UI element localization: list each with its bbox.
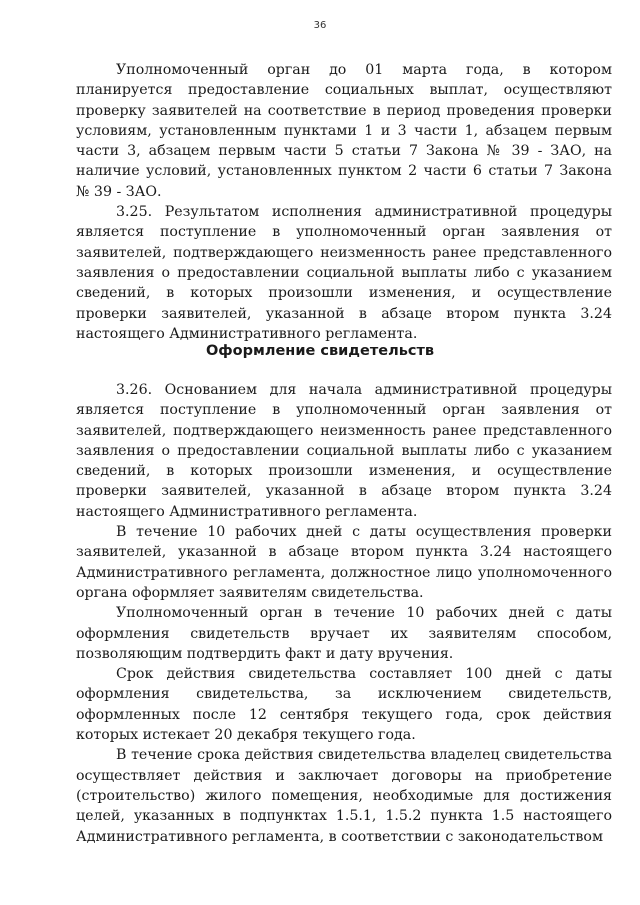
paragraph: Срок действия свидетельства составляет 100 дней с даты оформления свидетельства, за исключением свидетельств, оформленных после 12 сентября текущего года, срок действия которых истекает 20 декабря текущего года.	[76, 666, 612, 744]
paragraph: 3.25. Результатом исполнения административной процедуры является поступление в уполномоченный орган заявления от заявителей, подтверждающего неизменность ранее представленного заявления о предоставлении социальной выплаты либо с указанием сведений, в которых произошли изменения, и осуществление проверки заявителей, указанной в абзаце втором пункта 3.24 настоящего Административного регламента.	[76, 204, 612, 342]
section-1-text	[76, 60, 612, 344]
section-heading: Оформление свидетельств	[205, 343, 435, 359]
paragraph: Уполномоченный орган в течение 10 рабочих дней с даты оформления свидетельств вручает их заявителям способом, позволяющим подтвердить факт и дату вручения.	[76, 605, 612, 662]
page-number: 36	[313, 20, 327, 31]
paragraph: Уполномоченный орган до 01 марта года, в котором планируется предоставление социальных выплат, осуществляют проверку заявителей на соответствие в период проведения проверки условиям, установленным пунктами 1 и 3 части 1, абзацем первым части 3, абзацем первым части 5 статьи 7 Закона № 39 - ЗАО, на наличие условий, установленных пунктом 2 части 6 статьи 7 Закона № 39 - ЗАО.	[76, 62, 612, 200]
paragraph: В течение срока действия свидетельства владелец свидетельства осуществляет действия и заключает договоры на приобретение (строительство) жилого помещения, необходимые для достижения целей, указанных в подпунктах 1.5.1, 1.5.2 пункта 1.5 настоящего Административного регламента, в соответствии с законодательством	[76, 747, 612, 845]
section-2-text	[76, 380, 612, 847]
paragraph: 3.26. Основанием для начала административной процедуры является поступление в уполномоченный орган заявления от заявителей, подтверждающего неизменность ранее представленного заявления о предоставлении социальной выплаты либо с указанием сведений, в которых произошли изменения, и осуществление проверки заявителей, указанной в абзаце втором пункта 3.24 настоящего Административного регламента.	[76, 382, 612, 520]
paragraph: В течение 10 рабочих дней с даты осуществления проверки заявителей, указанной в абзаце втором пункта 3.24 настоящего Административного регламента, должностное лицо уполномоченного органа оформляет заявителям свидетельства.	[76, 524, 612, 601]
